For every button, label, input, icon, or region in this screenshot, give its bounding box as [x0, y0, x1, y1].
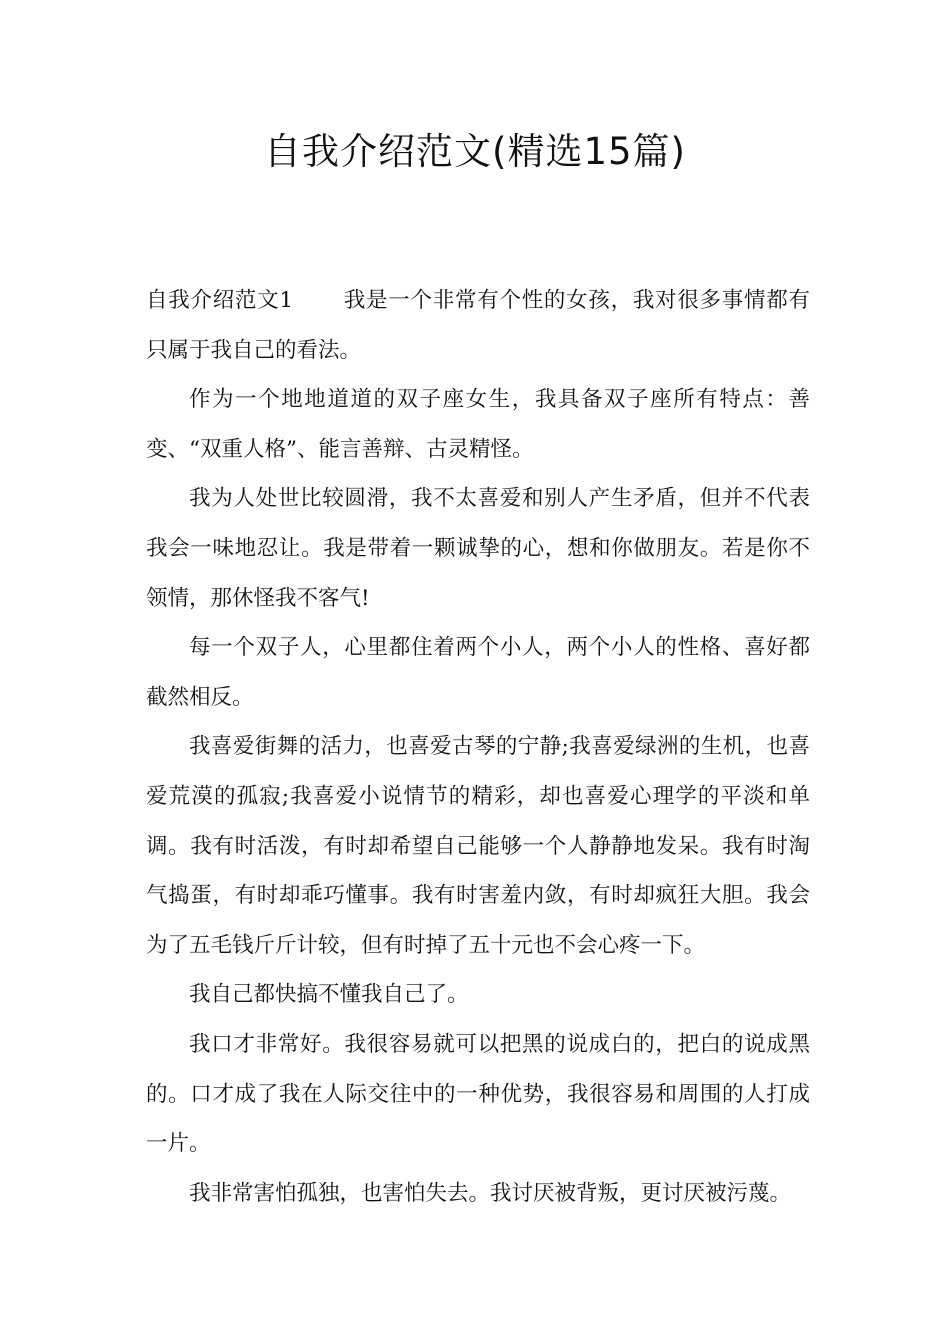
paragraph-3: 我为人处世比较圆滑，我不太喜爱和别人产生矛盾，但并不代表我会一味地忍让。我是带着一颗诚挚的心，想和你做朋友。若是你不领情，那休怪我不客气! [146, 486, 810, 611]
paragraph-6: 我自己都快搞不懂我自己了。 [189, 982, 469, 1008]
paragraph-7: 我口才非常好。我很容易就可以把黑的说成白的，把白的说成黑的。口才成了我在人际交往中的一种优势，我很容易和周围的人打成一片。 [146, 1031, 810, 1157]
paragraph-8: 我非常害怕孤独，也害怕失去。我讨厌被背叛，更讨厌被污蔑。 [189, 1180, 792, 1206]
paragraph-5: 我喜爱街舞的活力，也喜爱古琴的宁静;我喜爱绿洲的生机，也喜爱荒漠的孤寂;我喜爱小说情节的精彩，却也喜爱心理学的平淡和单调。我有时活泼，有时却希望自己能够一个人静静地发呆。我有时淘气捣蛋，有时却乖巧懂事。我有时害羞内敛，有时却疯狂大胆。我会为了五毛钱斤斤计较，但有时掉了五十元也不会心疼一下。 [146, 734, 810, 958]
paragraph-2: 作为一个地地道道的双子座女生，我具备双子座所有特点：善变、“双重人格”、能言善辩、古灵精怪。 [146, 387, 810, 462]
section-label: 自我介绍范文1 [146, 288, 294, 313]
paragraph-4: 每一个双子人，心里都住着两个小人，两个小人的性格、喜好都截然相反。 [146, 635, 810, 710]
document-body [146, 276, 810, 1218]
paragraph-text: 我是一个非常有个性的女孩，我对很多事情都有只属于我自己的看法。 [146, 288, 810, 363]
paragraph-1 [146, 276, 810, 375]
page-title: 自我介绍范文(精选15篇) [264, 130, 686, 173]
